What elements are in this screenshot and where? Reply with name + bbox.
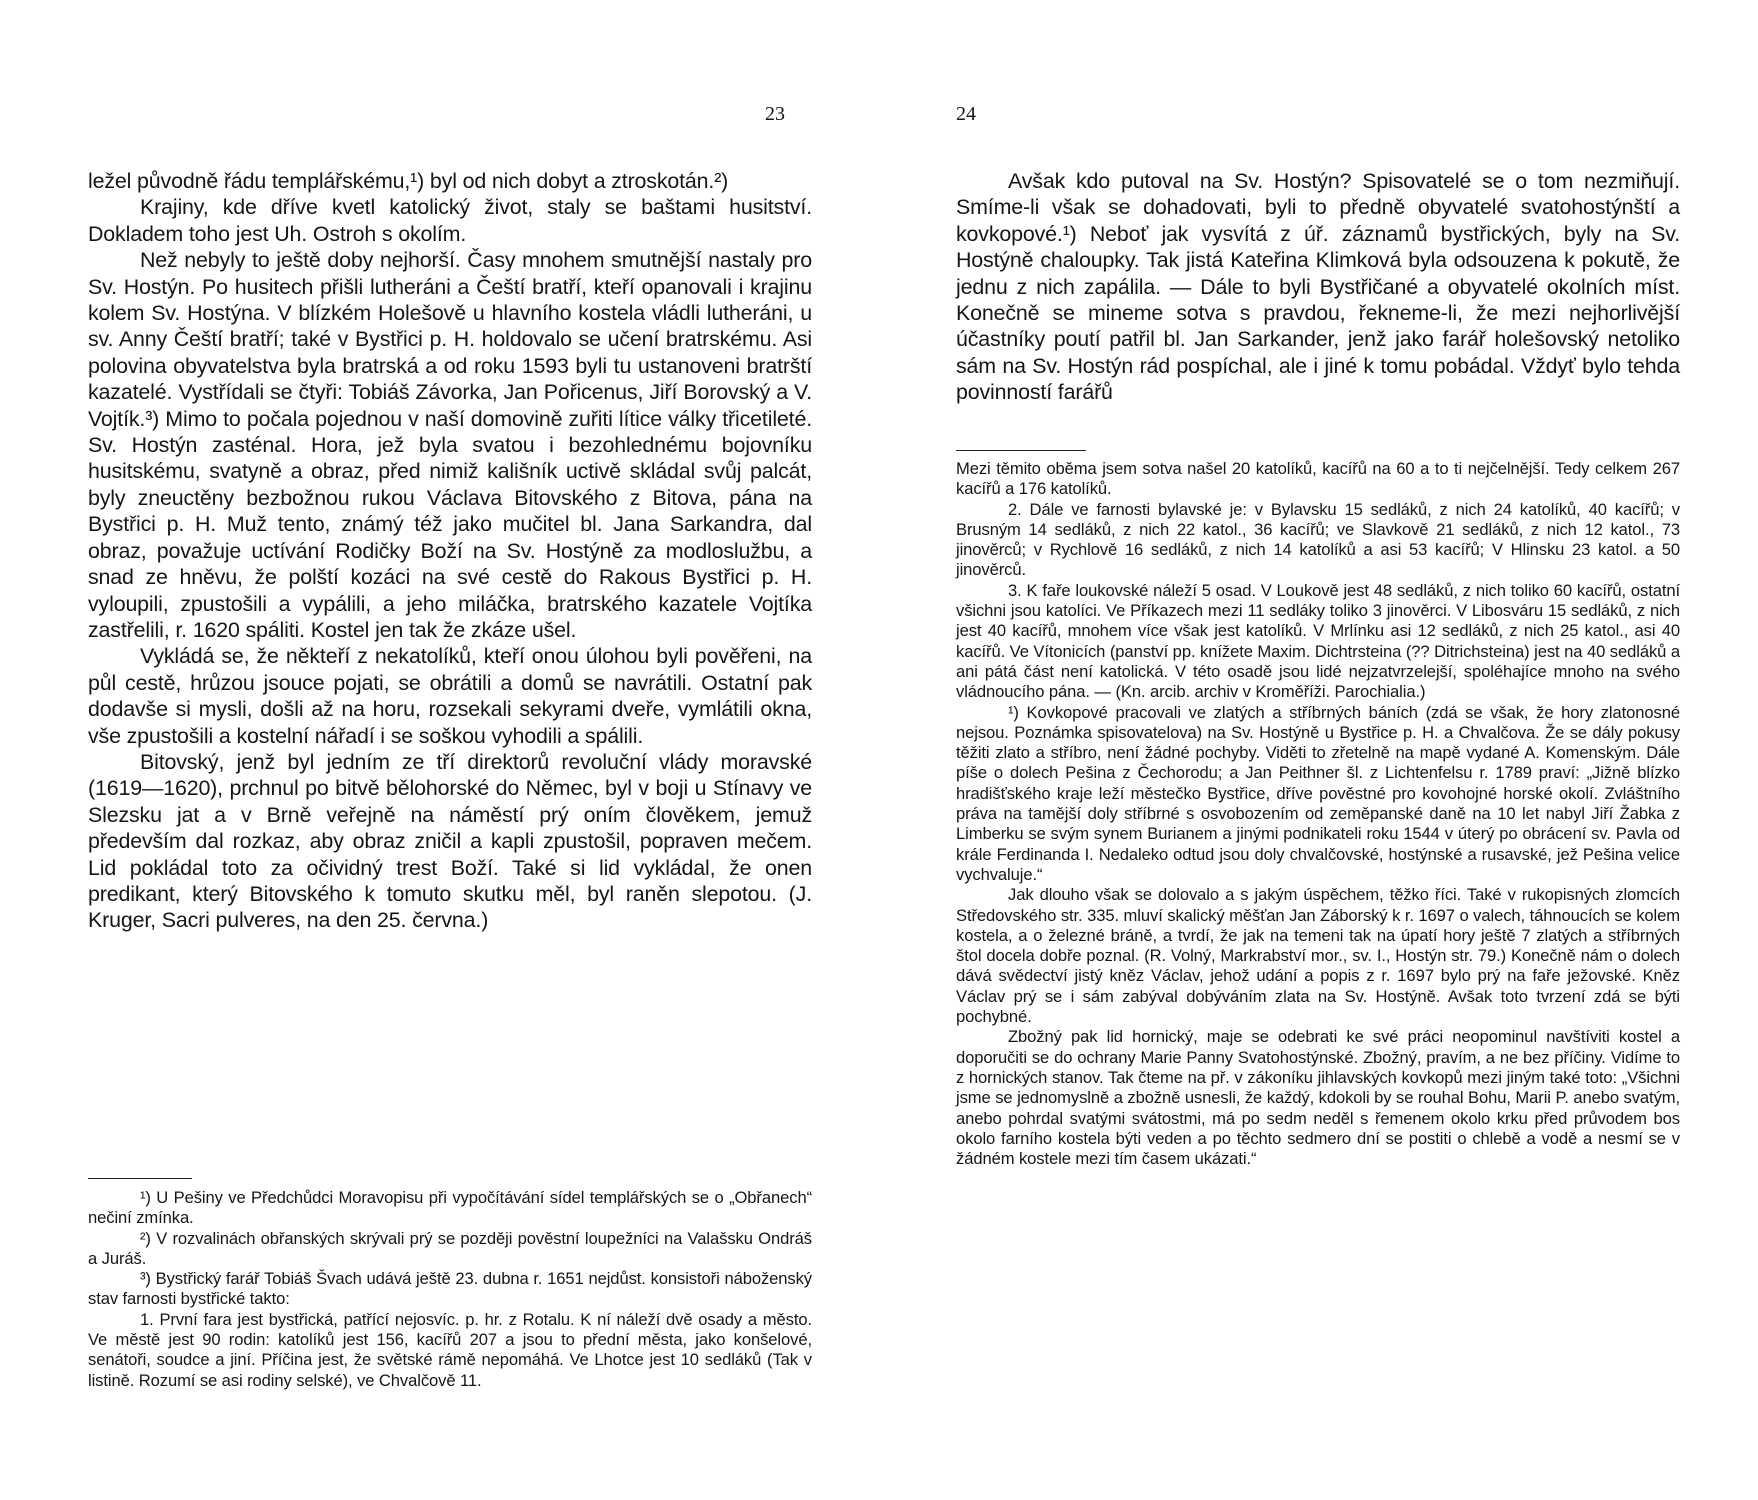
footnote: ¹) Kovkopové pracovali ve zlatých a stříbrných báních (zdá se však, že hory zlatonosné nejsou. Poznámka spisovatelova) na Sv. Hostýně u Bystřice p. H. a Chvalčova. Že se dály pokusy těžiti zlato a stříbro, není žádné pochyby. Viděti to zřetelně na mapě vydané A. Komenským. Dále píše o dolech Pešina z Čechorodu; a Jan Peithner šl. z Lichtenfelsu r. 1789 praví: „Jižně blízko hradišťského kraje leží městečko Bystřice, dříve pověstné pro kovohojné horské okolí. Zvláštního práva na tamější doly stříbrné s osvobozením od zeměpanské daně na 10 let nabyl Jiří Žabka z Limberku se svým synem Burianem a jinými podnikateli roku 1544 v úterý po obrácení sv. Pavla od krále Ferdinanda I. Nedaleko odtud jsou doly chvalčovské, hostýnské a rusavské, jež Pešina velice vychvaluje.“ <box>956 702 1680 884</box>
paragraph: ležel původně řádu templářskému,¹) byl od nich dobyt a ztroskotán.²) <box>88 169 729 193</box>
footnote: 3. K faře loukovské náleží 5 osad. V Loukově jest 48 sedláků, z nich toliko 60 kacířů, ostatní všichni jsou katolíci. Ve Příkazech mezi 11 sedláky toliko 3 jinověrci. V Libosváru 15 sedláků, z nich jest 40 kacířů, mnohem více však jest katolíků. V Mrlínku asi 12 sedláků, z nich 25 katol., asi 40 kacířů. Ve Vítonicích (panství pp. knížete Maxim. Dichtrsteina (?? Ditrichsteina) jest na 40 sedláků a ani pátá část není katolická. V této osadě jsou lidé nejzatvrzelejší, spoléhajíce mnoho na svého vládnoucího pána. — (Kn. arcib. archiv v Kroměříži. Parochialia.) <box>956 580 1680 702</box>
page-number: 23 <box>765 103 785 125</box>
footnote: ³) Bystřický farář Tobiáš Švach udává ještě 23. dubna r. 1651 nejdůst. konsistoři náboženský stav farnosti bystřické takto: <box>88 1269 812 1309</box>
footnote: ¹) U Pešiny ve Předchůdci Moravopisu při vypočítávání sídel templářských se o „Obřanech“ nečiní zmínka. <box>88 1188 812 1228</box>
paragraph: Avšak kdo putoval na Sv. Hostýn? Spisovatelé se o tom nezmiňují. Smíme-li však se dohadovati, byli to předně obyvatelé svatohostýnští a kovkopové.¹) Neboť jak vysvítá z úř. záznamů bystřických, byly na Sv. Hostýně chaloupky. Tak jistá Kateřina Klimková byla odsouzena k pokutě, že jednu z nich zapálila. — Dále to byli Bystřičané a obyvatelé okolních míst. Konečně se mineme sotva s pravdou, řekneme-li, že mezi nejhorlivější účastníky poutí patřil bl. Jan Sarkander, jenž jako farář holešovský netoliko sám na Sv. Hostýn rád pospíchal, ale i jiné k tomu pobádal. Vždyť bylo tehda povinností farářů <box>956 169 1680 405</box>
page-number: 24 <box>956 103 976 125</box>
footnote: Mezi těmito oběma jsem sotva našel 20 katolíků, kacířů na 60 a to ti nejčelnější. Tedy celkem 267 kacířů a 176 katolíků. <box>956 459 1680 499</box>
footnote-divider <box>956 450 1086 451</box>
paragraph: Vykládá se, že někteří z nekatolíků, kteří onou úlohou byli pověřeni, na půl cestě, hrůzou jsouce pojati, se obrátili a domů se navrátili. Ostatní pak dodavše si mysli, došli až na horu, rozsekali sekyrami dveře, vymlátili okna, vše zpustošili a kostelní nářadí i se soškou vyhodili a spálili. <box>88 644 812 748</box>
footnote: 1. První fara jest bystřická, patřící nejosvíc. p. hr. z Rotalu. K ní náleží dvě osady a město. Ve městě jest 90 rodin: katolíků jest 156, kacířů 207 a jsou to přední města, jako konšelové, senátoři, soudce a jiní. Příčina jest, že světské rámě nepomáhá. Ve Lhotce jest 10 sedláků (Tak v listině. Rozumí se asi rodiny selské), ve Chvalčově 11. <box>88 1309 812 1390</box>
footnote: ²) V rozvalinách obřanských skrývali prý se později pověstní loupežníci na Valašsku Ondráš a Juráš. <box>88 1228 812 1268</box>
main-text <box>88 168 812 934</box>
paragraph: Bitovský, jenž byl jedním ze tří direktorů revoluční vlády moravské (1619—1620), prchnul po bitvě bělohorské do Němec, byl v boji u Stínavy ve Slezsku jat a v Brně veřejně na náměstí prý oním člověkem, jemuž především dal rozkaz, aby obraz zničil a kapli zpustošil, popraven mečem. Lid pokládal toto za očividný trest Boží. Také si lid vykládal, že onen predikant, který Bitovského k tomuto skutku měl, byl raněn slepotou. (J. Kruger, Sacri pulveres, na den 25. června.) <box>88 749 812 933</box>
main-text <box>956 168 1680 406</box>
footnotes <box>956 459 1680 1169</box>
footnote: 2. Dále ve farnosti bylavské je: v Bylavsku 15 sedláků, z nich 24 katolíků, 40 kacířů; v Brusným 14 sedláků, z nich 22 katol., 36 kacířů; ve Slavkově 21 sedláků, z nich 12 katol., 73 jinověrců; v Rychlově 16 sedláků, z nich 14 katolíků a asi 53 kacířů; V Hlinsku 23 katol. a 50 jinověrců. <box>956 499 1680 580</box>
paragraph: Než nebyly to ještě doby nejhorší. Časy mnohem smutnější nastaly pro Sv. Hostýn. Po husitech přišli lutheráni a Čeští bratří, kteří opanovali i krajinu kolem Sv. Hostýna. V blízkém Holešově u hlavního kostela vládli lutheráni, u sv. Anny Čeští bratří; také v Bystřici p. H. holdovalo se učení bratrskému. Asi polovina obyvatelstva byla bratrská a od roku 1593 byli tu ustanoveni bratrští kazatelé. Vystřídali se čtyři: Tobiáš Závorka, Jan Pořicenus, Jiří Borovský a V. Vojtík.³) Mimo to počala pojednou v naší domovině zuřiti lítice války třicetileté. Sv. Hostýn zasténal. Hora, jež byla svatou i bezohlednému bojovníku husitskému, svatyně a obraz, před nimiž kališník uctivě skládal svůj palcát, byly zneuctěny bezbožnou rukou Václava Bitovského z Bitova, pána na Bystřici p. H. Muž tento, známý též jako mučitel bl. Jana Sarkandra, dal obraz, považuje uctívání Rodičky Boží na Sv. Hostýně za modloslužbu, a snad ze hněvu, že polští kozáci na své cestě do Rakous Bystřici p. H. vyloupili, zpustošili a vypálili, a jeho miláčka, bratrského kazatele Vojtíka zastřelili, r. 1620 spáliti. Kostel jen tak že zkáze ušel. <box>88 248 812 642</box>
footnote: Zbožný pak lid hornický, maje se odebrati ke své práci neopominul navštíviti kostel a doporučiti se do ochrany Marie Panny Svatohostýnské. Zbožný, pravím, a ne bez příčiny. Vidíme to z hornických stanov. Tak čteme na př. v zákoníku jihlavských kovkopů mezi jiným také toto: „Všichni jsme se jednomyslně a zbožně usnesli, že každý, kdokoli by se rouhal Bohu, Marii P. anebo svatým, anebo pohrdal svatými svátostmi, má po sedm neděl s řemenem okolo krku před průvodem bos okolo farního kostela býti veden a po těchto sedmero dní se postiti o chlebě a vodě a nesmí se v žádném kostele mezi tím časem ukázati.“ <box>956 1027 1680 1169</box>
footnote-divider <box>88 1178 192 1179</box>
paragraph: Krajiny, kde dříve kvetl katolický život, staly se baštami husitství. Dokladem toho jest Uh. Ostroh s okolím. <box>88 195 812 246</box>
footnotes <box>88 1188 812 1391</box>
footnote: Jak dlouho však se dolovalo a s jakým úspěchem, těžko říci. Také v rukopisných zlomcích Středovského str. 335. mluví skalický měšťan Jan Záborský k r. 1697 o valech, táhnoucích se kolem kostela, a o železné bráně, a tvrdí, že jak na temeni tak na úpatí hory ještě 7 zlatých a stříbrných štol docela dobře poznal. (R. Volný, Markrabství mor., sv. I., Hostýn str. 79.) Konečně nám o dolech dává svědectví jistý kněz Václav, jehož udání a popis z r. 1697 bylo prý na faře ježovské. Kněz Václav prý se i sám zabýval dobýváním zlata na Sv. Hostýně. Avšak toto tvrzení zdá se býti pochybné. <box>956 885 1680 1027</box>
